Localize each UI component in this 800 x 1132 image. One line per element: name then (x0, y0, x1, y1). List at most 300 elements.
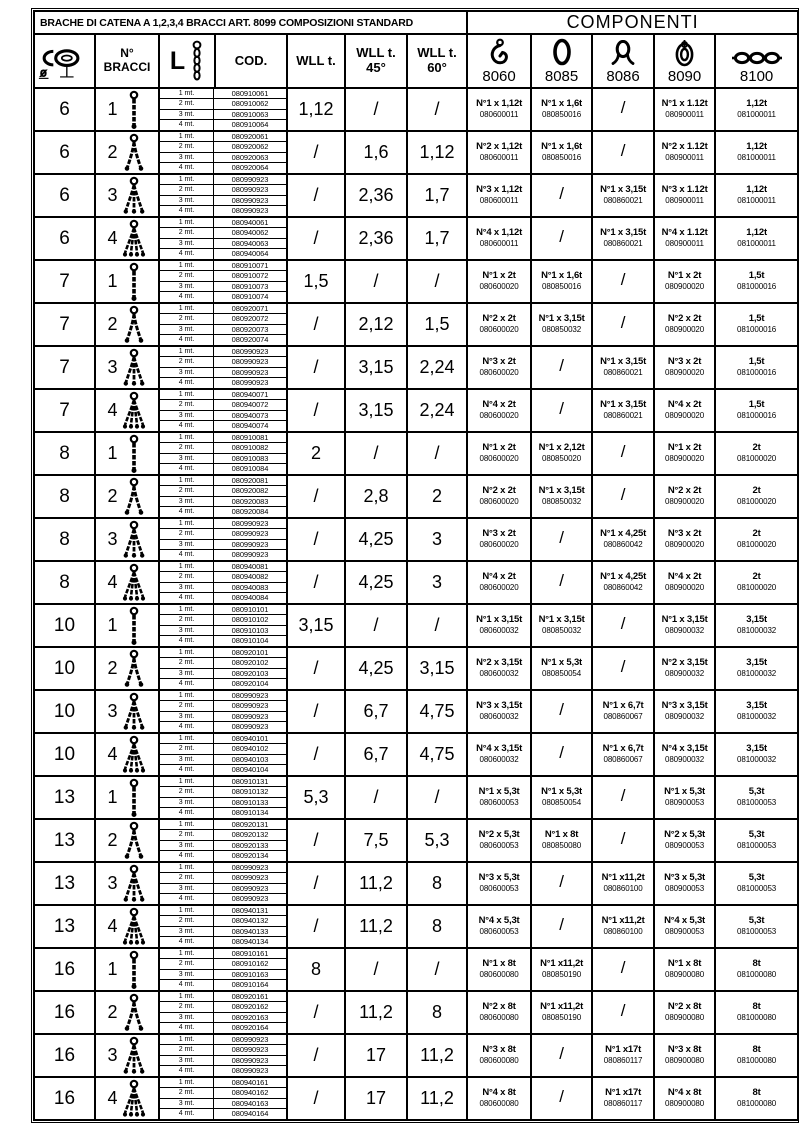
sling-legs-icon (121, 348, 147, 388)
component-8060-cell (467, 561, 531, 604)
legs-cell (95, 303, 159, 346)
diameter-cell: 16 (34, 1077, 95, 1120)
length-code-subtable (160, 605, 286, 646)
length-code-subrow (160, 271, 286, 281)
component-8086-cell (592, 733, 654, 776)
length-code-subrow (160, 249, 286, 259)
diameter-cell: 8 (34, 475, 95, 518)
length-code-subrow (160, 110, 286, 120)
wll45-value-cell: 2,8 (345, 475, 407, 518)
legs-count: 1 (107, 271, 118, 291)
wll60-value-cell: 5,3 (407, 819, 467, 862)
legs-count: 4 (107, 228, 118, 248)
component-quantity: 5,3t (748, 785, 765, 797)
sling-code: 080990923 (231, 701, 269, 711)
sling-code: 080910101 (231, 605, 269, 615)
component-quantity: N°2 x 1.12t (661, 140, 708, 152)
component-quantity: 1,12t (746, 226, 767, 238)
component-quantity: / (559, 915, 564, 935)
sling-code: 080910084 (231, 464, 269, 474)
length-label: 1 mt. (160, 175, 214, 184)
component-quantity: / (620, 98, 626, 118)
legs-count: 3 (107, 873, 118, 893)
component-code: 081000053 (737, 798, 777, 808)
component-8085-cell (531, 604, 592, 647)
length-code-cell (159, 518, 287, 561)
length-label: 4 mt. (160, 722, 214, 732)
component-8100-cell (715, 260, 798, 303)
length-code-subrow (160, 239, 286, 249)
sling-code: 080910104 (231, 636, 269, 646)
length-code-subrow (160, 1056, 286, 1066)
component-quantity: N°1 x17t (605, 1043, 642, 1055)
component-quantity: N°4 x 1.12t (661, 226, 708, 238)
wll-value-cell: / (287, 819, 345, 862)
component-code: 081000020 (737, 540, 777, 550)
sling-code: 080910082 (231, 443, 269, 453)
legs-cell (95, 561, 159, 604)
sling-code: 080990923 (231, 347, 269, 357)
component-8085-cell (531, 389, 592, 432)
component-code: 081000032 (737, 626, 777, 636)
length-code-subtable (160, 132, 286, 173)
component-8090-cell (654, 905, 715, 948)
sling-code: 080940063 (231, 238, 269, 248)
component-quantity: 2t (752, 441, 761, 453)
length-code-subrow (160, 1066, 286, 1076)
component-8085-cell (531, 346, 592, 389)
component-quantity: N°2 x 1,12t (476, 140, 523, 152)
diameter-cell: 13 (34, 862, 95, 905)
length-code-subrow (160, 120, 286, 130)
sling-code: 080990923 (231, 195, 269, 205)
length-code-subtable (160, 89, 286, 130)
sling-code: 080990923 (231, 894, 269, 904)
bracci-header-line1: N° (120, 46, 134, 61)
length-code-subtable (160, 734, 286, 775)
length-code-subrow (160, 712, 286, 722)
wll60-value-cell: 11,2 (407, 1077, 467, 1120)
table-row (34, 647, 798, 690)
component-8086-cell (592, 905, 654, 948)
component-quantity: N°4 x 3,15t (661, 742, 708, 754)
component-8100-cell (715, 561, 798, 604)
sling-code: 080910081 (231, 433, 269, 443)
component-8085-cell (531, 174, 592, 217)
sling-code: 080910071 (231, 261, 269, 271)
component-8060-header-cell (467, 34, 531, 88)
length-code-cell (159, 647, 287, 690)
length-label: 4 mt. (160, 679, 214, 689)
length-code-subrow (160, 937, 286, 947)
length-code-subrow (160, 486, 286, 496)
sling-code: 080940101 (231, 734, 269, 744)
diameter-cell: 7 (34, 389, 95, 432)
component-8100-cell (715, 905, 798, 948)
sling-code: 080920073 (231, 324, 269, 334)
length-code-subrow (160, 1023, 286, 1033)
component-8100-cell (715, 174, 798, 217)
length-code-cell (159, 174, 287, 217)
component-8086-cell (592, 518, 654, 561)
diameter-cell: 7 (34, 260, 95, 303)
length-label: 2 mt. (160, 873, 214, 882)
legs-cell (95, 131, 159, 174)
wll45-value-cell: 11,2 (345, 862, 407, 905)
component-code: 080600080 (479, 1099, 519, 1109)
component-code: 081000032 (737, 712, 777, 722)
length-code-subrow (160, 970, 286, 980)
component-code: 080860100 (603, 884, 643, 894)
sling-code: 080990923 (231, 711, 269, 721)
length-label: 4 mt. (160, 1023, 214, 1033)
component-code: 080900020 (664, 368, 705, 378)
length-code-subrow (160, 648, 286, 658)
sling-code: 080920161 (231, 992, 269, 1002)
length-label: 2 mt. (160, 443, 214, 452)
legs-count: 3 (107, 1045, 118, 1065)
component-8086-cell (592, 862, 654, 905)
component-8086-number: 8086 (606, 68, 640, 85)
length-label: 2 mt. (160, 185, 214, 194)
wll-value-cell: 3,15 (287, 604, 345, 647)
length-code-subtable (160, 1078, 286, 1119)
wll-value-cell: 1,5 (287, 260, 345, 303)
sling-code: 080990923 (231, 206, 269, 216)
length-label: 4 mt. (160, 851, 214, 861)
length-label: 4 mt. (160, 120, 214, 130)
length-code-cell (159, 733, 287, 776)
component-quantity: / (559, 1044, 564, 1064)
component-8086-cell (592, 217, 654, 260)
component-8060-cell (467, 88, 531, 131)
component-code: 080860117 (603, 1056, 643, 1066)
length-label: 4 mt. (160, 1066, 214, 1076)
component-quantity: N°3 x 3,15t (661, 699, 708, 711)
wll-value-cell: / (287, 733, 345, 776)
component-quantity: N°3 x 2t (482, 527, 516, 539)
component-code: 080900020 (664, 411, 705, 421)
table-row (34, 346, 798, 389)
component-8085-cell (531, 131, 592, 174)
component-quantity: 1,5t (748, 398, 765, 410)
sling-code: 080910074 (231, 292, 269, 302)
length-code-subrow (160, 163, 286, 173)
length-label: 4 mt. (160, 894, 214, 904)
component-8060-number: 8060 (482, 68, 516, 85)
component-quantity: 3,15t (746, 699, 767, 711)
diameter-cell: 7 (34, 303, 95, 346)
component-quantity: N°2 x 3,15t (476, 656, 523, 668)
sling-code: 080990923 (231, 883, 269, 893)
legs-cell (95, 260, 159, 303)
table-row (34, 217, 798, 260)
sling-code: 080920071 (231, 304, 269, 314)
component-code: 080850016 (541, 110, 582, 120)
length-code-subrow (160, 89, 286, 99)
wll60-line1: WLL t. (417, 45, 457, 61)
length-code-subrow (160, 132, 286, 142)
sling-legs-icon (121, 176, 147, 216)
length-label: 1 mt. (160, 390, 214, 399)
length-code-cell (159, 776, 287, 819)
diameter-cell: 16 (34, 991, 95, 1034)
wll60-line2: 60° (427, 60, 447, 75)
sling-code: 080920131 (231, 820, 269, 830)
diameter-cell: 10 (34, 733, 95, 776)
table-row (34, 1034, 798, 1077)
legs-count: 4 (107, 572, 118, 592)
component-quantity: N°4 x 8t (482, 1086, 516, 1098)
length-label: 4 mt. (160, 1109, 214, 1119)
length-code-subrow (160, 411, 286, 421)
component-8100-cell (715, 948, 798, 991)
component-8060-cell (467, 776, 531, 819)
component-quantity: / (620, 485, 626, 505)
wll60-value-cell: 4,75 (407, 690, 467, 733)
component-code: 081000053 (737, 841, 777, 851)
legs-count: 2 (107, 142, 118, 162)
component-8085-cell (531, 303, 592, 346)
component-8060-cell (467, 475, 531, 518)
component-code: 080900020 (664, 454, 705, 464)
length-code-subtable (160, 777, 286, 818)
component-8085-cell (531, 948, 592, 991)
sling-code: 080990923 (231, 539, 269, 549)
wll-value-cell: / (287, 303, 345, 346)
component-code: 080600032 (479, 669, 519, 679)
wll-value-cell: 1,12 (287, 88, 345, 131)
component-quantity: 8t (752, 1086, 761, 1098)
component-code: 081000011 (737, 196, 776, 206)
length-code-subtable (160, 519, 286, 560)
length-code-subrow (160, 335, 286, 345)
component-quantity: N°4 x 2t (482, 570, 516, 582)
component-quantity: / (620, 657, 626, 677)
component-code: 081000016 (737, 368, 777, 378)
sling-code: 080940103 (231, 754, 269, 764)
component-quantity: N°2 x 2t (667, 484, 702, 496)
component-quantity: N°3 x 8t (667, 1043, 702, 1055)
component-quantity: / (559, 184, 564, 204)
wll60-value-cell: 8 (407, 991, 467, 1034)
sling-legs-icon (121, 563, 147, 603)
component-code: 080600032 (479, 755, 519, 765)
component-8086-cell (592, 475, 654, 518)
master-link-8085-icon (549, 37, 575, 68)
component-quantity: / (559, 227, 564, 247)
component-8090-cell (654, 819, 715, 862)
component-8090-cell (654, 991, 715, 1034)
length-label: 4 mt. (160, 163, 214, 173)
component-quantity: / (559, 399, 564, 419)
wll45-value-cell: 2,36 (345, 217, 407, 260)
wll45-value-cell: 6,7 (345, 690, 407, 733)
diameter-cell: 6 (34, 88, 95, 131)
component-8086-cell (592, 819, 654, 862)
length-header-cell (159, 34, 215, 88)
length-code-subrow (160, 1109, 286, 1119)
wll-value-cell: / (287, 174, 345, 217)
component-code: 080860021 (603, 239, 643, 249)
length-code-subrow (160, 400, 286, 410)
component-8060-cell (467, 647, 531, 690)
chain-diameter-icon (35, 42, 89, 80)
component-8090-cell (654, 690, 715, 733)
length-code-subrow (160, 1002, 286, 1012)
wll-value-cell: / (287, 475, 345, 518)
sling-code: 080990923 (231, 873, 269, 883)
length-label: 3 mt. (160, 110, 214, 119)
component-8100-cell (715, 303, 798, 346)
length-code-subrow (160, 347, 286, 357)
length-label: 1 mt. (160, 261, 214, 270)
wll-value-cell: / (287, 1077, 345, 1120)
length-code-subtable (160, 863, 286, 904)
component-code: 081000080 (737, 1099, 777, 1109)
component-code: 080900020 (664, 325, 705, 335)
component-8090-cell (654, 518, 715, 561)
component-code: 080900053 (664, 884, 705, 894)
component-code: 081000020 (737, 497, 777, 507)
component-code: 081000080 (737, 1013, 777, 1023)
component-code: 081000016 (737, 411, 777, 421)
component-code: 080850020 (541, 454, 582, 464)
length-code-cell (159, 991, 287, 1034)
component-quantity: N°1 x 2t (482, 441, 516, 453)
wll60-value-cell: / (407, 88, 467, 131)
diameter-cell: 6 (34, 217, 95, 260)
length-code-subrow (160, 196, 286, 206)
legs-cell (95, 991, 159, 1034)
length-code-subtable (160, 175, 286, 216)
length-chain-icon (190, 40, 204, 82)
length-label: 4 mt. (160, 249, 214, 259)
length-code-subrow (160, 1078, 286, 1088)
length-label: 3 mt. (160, 196, 214, 205)
component-code: 081000011 (737, 110, 776, 120)
length-code-cell (159, 217, 287, 260)
component-code: 080600011 (479, 153, 519, 163)
length-label: 3 mt. (160, 626, 214, 635)
sling-code: 080910102 (231, 615, 269, 625)
length-code-subtable (160, 648, 286, 689)
component-code: 081000032 (737, 755, 777, 765)
length-label: 2 mt. (160, 228, 214, 237)
component-code: 080600020 (479, 583, 519, 593)
component-8086-cell (592, 303, 654, 346)
component-quantity: N°1 x 3,15t (661, 613, 708, 625)
component-code: 080860042 (603, 583, 643, 593)
length-code-subrow (160, 185, 286, 195)
component-8090-cell (654, 260, 715, 303)
component-quantity: N°1 x 5,3t (541, 785, 582, 797)
length-code-subrow (160, 691, 286, 701)
component-code: 080900011 (665, 110, 704, 120)
sling-code: 080940082 (231, 572, 269, 582)
sling-code: 080910131 (231, 777, 269, 787)
component-8090-cell (654, 948, 715, 991)
component-code: 080860117 (603, 1099, 643, 1109)
component-8085-cell (531, 1034, 592, 1077)
length-label: 1 mt. (160, 863, 214, 872)
component-quantity: N°1 x11,2t (540, 957, 584, 969)
component-quantity: / (620, 958, 626, 978)
wll60-value-cell: 2,24 (407, 389, 467, 432)
legs-cell (95, 647, 159, 690)
component-quantity: 1,12t (746, 97, 767, 109)
component-code: 080900080 (664, 1056, 705, 1066)
component-8090-cell (654, 131, 715, 174)
wll45-value-cell: 2,12 (345, 303, 407, 346)
diameter-cell: 8 (34, 561, 95, 604)
component-8086-cell (592, 776, 654, 819)
component-code: 080600032 (479, 626, 519, 636)
component-8090-cell (654, 1077, 715, 1120)
wll60-value-cell: 2,24 (407, 346, 467, 389)
length-label: 2 mt. (160, 1045, 214, 1054)
wll60-header-cell (407, 34, 467, 88)
component-code: 081000016 (737, 282, 777, 292)
length-code-subrow (160, 841, 286, 851)
sling-code: 080940073 (231, 410, 269, 420)
sling-code: 080990923 (231, 1045, 269, 1055)
sling-code: 080990923 (231, 1035, 269, 1045)
component-code: 080900032 (664, 669, 705, 679)
component-code: 080850032 (541, 325, 582, 335)
component-code: 080600032 (479, 712, 519, 722)
wll45-line2: 45° (366, 60, 386, 75)
wll45-value-cell: 3,15 (345, 389, 407, 432)
component-code: 081000011 (737, 239, 776, 249)
sling-code: 080920132 (231, 830, 269, 840)
sling-code: 080940102 (231, 744, 269, 754)
hook-8060-icon (486, 38, 512, 68)
length-label: 2 mt. (160, 99, 214, 108)
length-code-subrow (160, 421, 286, 431)
component-code: 080860067 (603, 712, 643, 722)
component-code: 080850016 (541, 153, 582, 163)
component-code: 081000016 (737, 325, 777, 335)
component-8060-cell (467, 948, 531, 991)
sling-legs-icon (121, 391, 147, 431)
component-quantity: N°3 x 8t (482, 1043, 516, 1055)
length-code-subrow (160, 175, 286, 185)
component-quantity: N°4 x 3,15t (476, 742, 523, 754)
component-8060-cell (467, 260, 531, 303)
length-code-subrow (160, 454, 286, 464)
component-quantity: N°4 x 8t (667, 1086, 702, 1098)
component-code: 081000020 (737, 583, 777, 593)
length-code-cell (159, 862, 287, 905)
component-quantity: N°2 x 2t (482, 312, 516, 324)
length-code-subrow (160, 550, 286, 560)
wll-value-cell: / (287, 905, 345, 948)
legs-cell (95, 905, 159, 948)
component-quantity: / (620, 141, 626, 161)
wll45-value-cell: 4,25 (345, 518, 407, 561)
sling-code: 080940104 (231, 765, 269, 775)
component-quantity: N°1 x 3,15t (600, 398, 647, 410)
component-8086-cell (592, 1077, 654, 1120)
component-quantity: N°1 x 3,15t (476, 613, 523, 625)
component-quantity: 1,12t (746, 183, 767, 195)
length-label: 3 mt. (160, 411, 214, 420)
component-code: 080600011 (479, 239, 519, 249)
length-code-subrow (160, 1099, 286, 1109)
length-label: 2 mt. (160, 400, 214, 409)
sling-code: 080990923 (231, 691, 269, 701)
